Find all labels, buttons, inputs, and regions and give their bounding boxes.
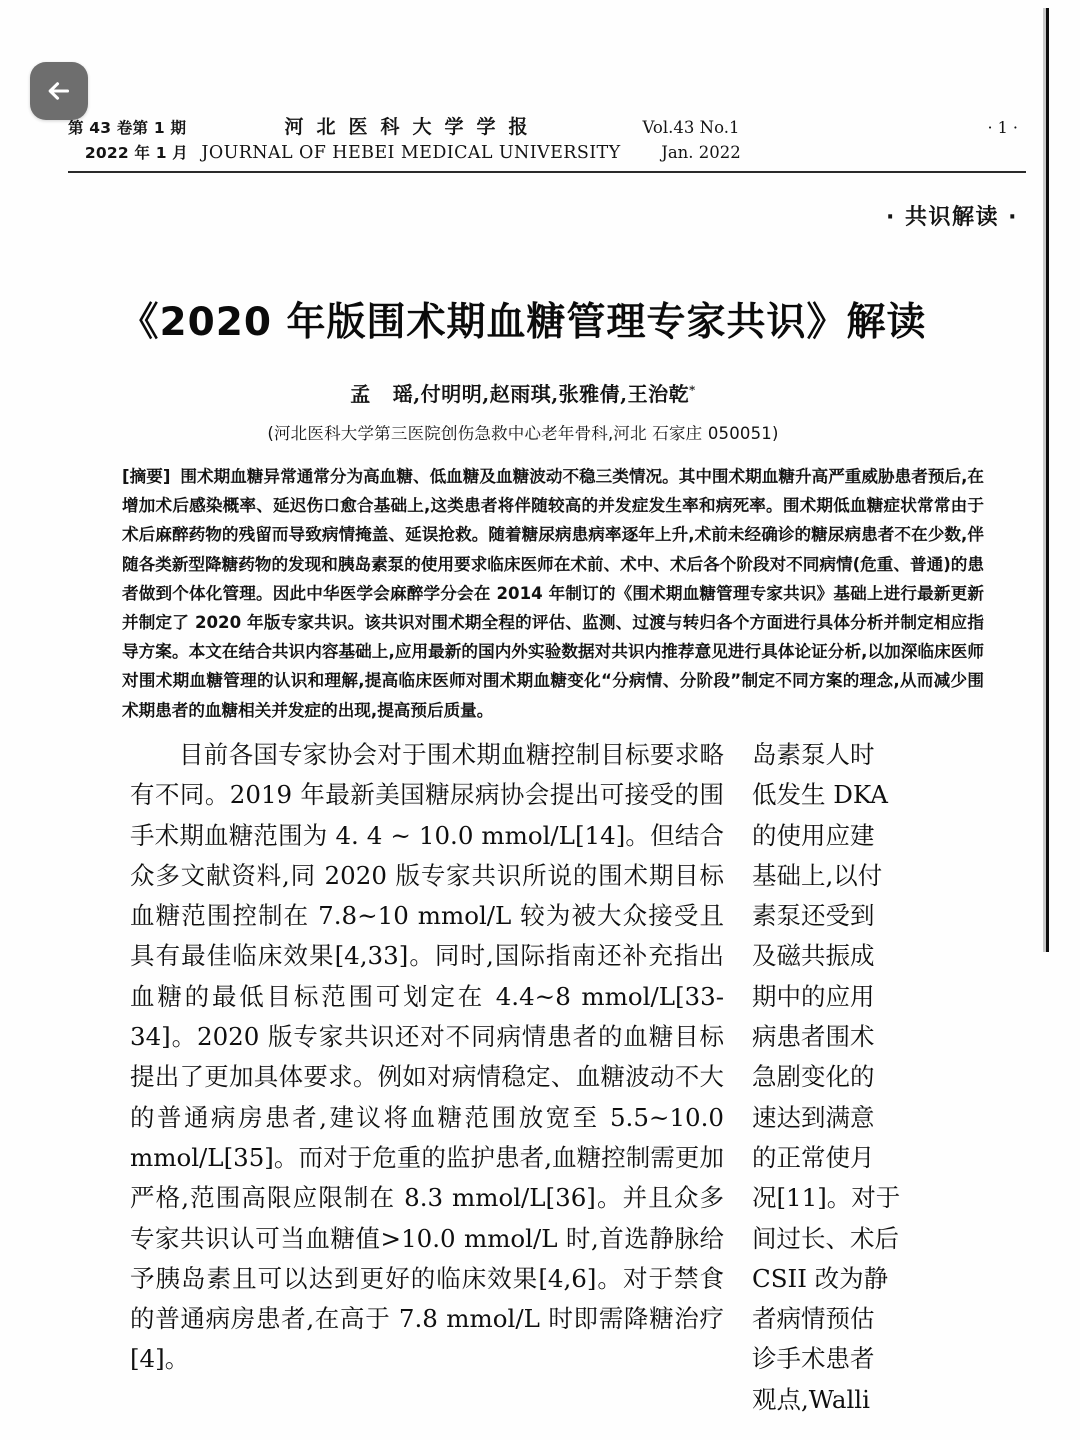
- section-kicker: · 共识解读 ·: [885, 205, 1018, 230]
- running-head: [68, 112, 1026, 172]
- journal-title-cn: 河北医科大学学报: [284, 116, 541, 138]
- body-column-left: [130, 735, 724, 1380]
- body-columns: [130, 735, 1030, 1440]
- author-list: [0, 378, 1046, 407]
- body-right-line: 及磁共振成: [752, 941, 875, 971]
- body-right-line: 病患者围术: [752, 1022, 875, 1052]
- abstract-text: 围术期血糖异常通常分为高血糖、低血糖及血糖波动不稳三类情况。其中围术期血糖升高严重威胁患者预后,在增加术后感染概率、延迟伤口愈合基础上,这类患者将伴随较高的并发症发生率和病死率。围术期低血糖症状常常由于术后麻醉药物的残留而导致病情掩盖、延误抢救。随着糖尿病患病率逐年上升,术前未经确诊的糖尿病患者不在少数,伴随各类新型降糖药物的发现和胰岛素泵的使用要求临床医师在术前、术中、术后各个阶段对不同病情(危重、普通)的患者做到个体化管理。因此中华医学会麻醉学分会在 2014 年制订的《围术期血糖管理专家共识》基础上进行最新更新并制定了 2020 年版专家共识。该共识对围术期全程的评估、监测、过渡与转归各个方面进行具体分析并制定相应指导方案。本文在结合共识内容基础上,应用最新的国内外实验数据对共识内推荐意见进行具体论证分析,以加深临床医师对围术期血糖管理的认识和理解,提高临床医师对围术期血糖变化“分病情、分阶段”制定不同方案的理念,从而减少围术期患者的血糖相关并发症的出现,提高预后质量。: [122, 467, 984, 720]
- body-right-lines: [752, 735, 922, 1420]
- abstract: [122, 462, 984, 725]
- issue-date-cn: 2022 年 1 月: [84, 144, 188, 162]
- header-divider: [68, 171, 1026, 173]
- body-right-line: 观点,Walli: [752, 1384, 870, 1414]
- body-right-line: 低发生 DKA: [752, 780, 888, 810]
- author-names: 瑶,付明明,赵雨琪,张雅倩,王治乾: [392, 382, 690, 406]
- body-right-line: 急剧变化的: [752, 1062, 875, 1092]
- body-right-line: CSII 改为静: [752, 1263, 889, 1293]
- body-column-right: [752, 735, 922, 1420]
- volume-issue-cn: 第 43 卷第 1 期: [68, 119, 187, 137]
- issue-date-en: Jan. 2022: [661, 143, 741, 162]
- body-right-line: 的使用应建: [752, 820, 875, 850]
- back-button[interactable]: [30, 62, 88, 120]
- abstract-label: [摘要]: [122, 467, 171, 486]
- journal-title-en: JOURNAL OF HEBEI MEDICAL UNIVERSITY: [201, 143, 621, 163]
- body-right-line: 期中的应用: [752, 981, 875, 1011]
- body-right-line: 岛素泵人时: [752, 740, 875, 769]
- author-first-surname: 孟: [350, 382, 371, 406]
- arrow-left-icon: [42, 74, 76, 108]
- page-title: 《2020 年版围术期血糖管理专家共识》解读: [119, 300, 927, 346]
- body-right-line: 况[11]。对于: [752, 1183, 901, 1213]
- body-right-line: 速达到满意: [752, 1102, 875, 1132]
- volume-issue-en: Vol.43 No.1: [642, 118, 740, 137]
- body-right-line: 基础上,以付: [752, 860, 883, 890]
- body-paragraph-left: 目前各国专家协会对于围术期血糖控制目标要求略有不同。2019 年最新美国糖尿病协会提出可接受的围手术期血糖范围为 4. 4 ~ 10.0 mmol/L[14]。但结合众多文献资料,同 2020 版专家共识所说的围术期目标血糖范围控制在 7.8~10 mmol/L 较为被大众接受且具有最佳临床效果[4,33]。同时,国际指南还补充指出血糖的最低目标范围可划定在 4.4~8 mmol/L[33-34]。2020 版专家共识还对不同病情患者的血糖目标提出了更加具体要求。例如对病情稳定、血糖波动不大的普通病房患者,建议将血糖范围放宽至 5.5~10.0 mmol/L[35]。而对于危重的监护患者,血糖控制需更加严格,范围高限应限制在 8.3 mmol/L[36]。并且众多专家共识认可当血糖值>10.0 mmol/L 时,首选静脉给予胰岛素且可以达到更好的临床效果[4,6]。对于禁食的普通病房患者,在高于 7.8 mmol/L 时即需降糖治疗[4]。: [130, 740, 724, 1374]
- body-right-line: 素泵还受到: [752, 901, 875, 931]
- page-right-edge: [1046, 8, 1049, 952]
- body-right-line: 者病情预估: [752, 1304, 875, 1334]
- body-right-line: 间过长、术后: [752, 1223, 899, 1253]
- body-right-line: 的正常使月: [752, 1142, 875, 1172]
- body-right-line: 诊手术患者: [752, 1344, 875, 1374]
- page-number: · 1 ·: [987, 118, 1018, 137]
- corresponding-author-mark: *: [689, 382, 696, 397]
- affiliation: (河北医科大学第三医院创伤急救中心老年骨科,河北 石家庄 050051): [267, 424, 779, 443]
